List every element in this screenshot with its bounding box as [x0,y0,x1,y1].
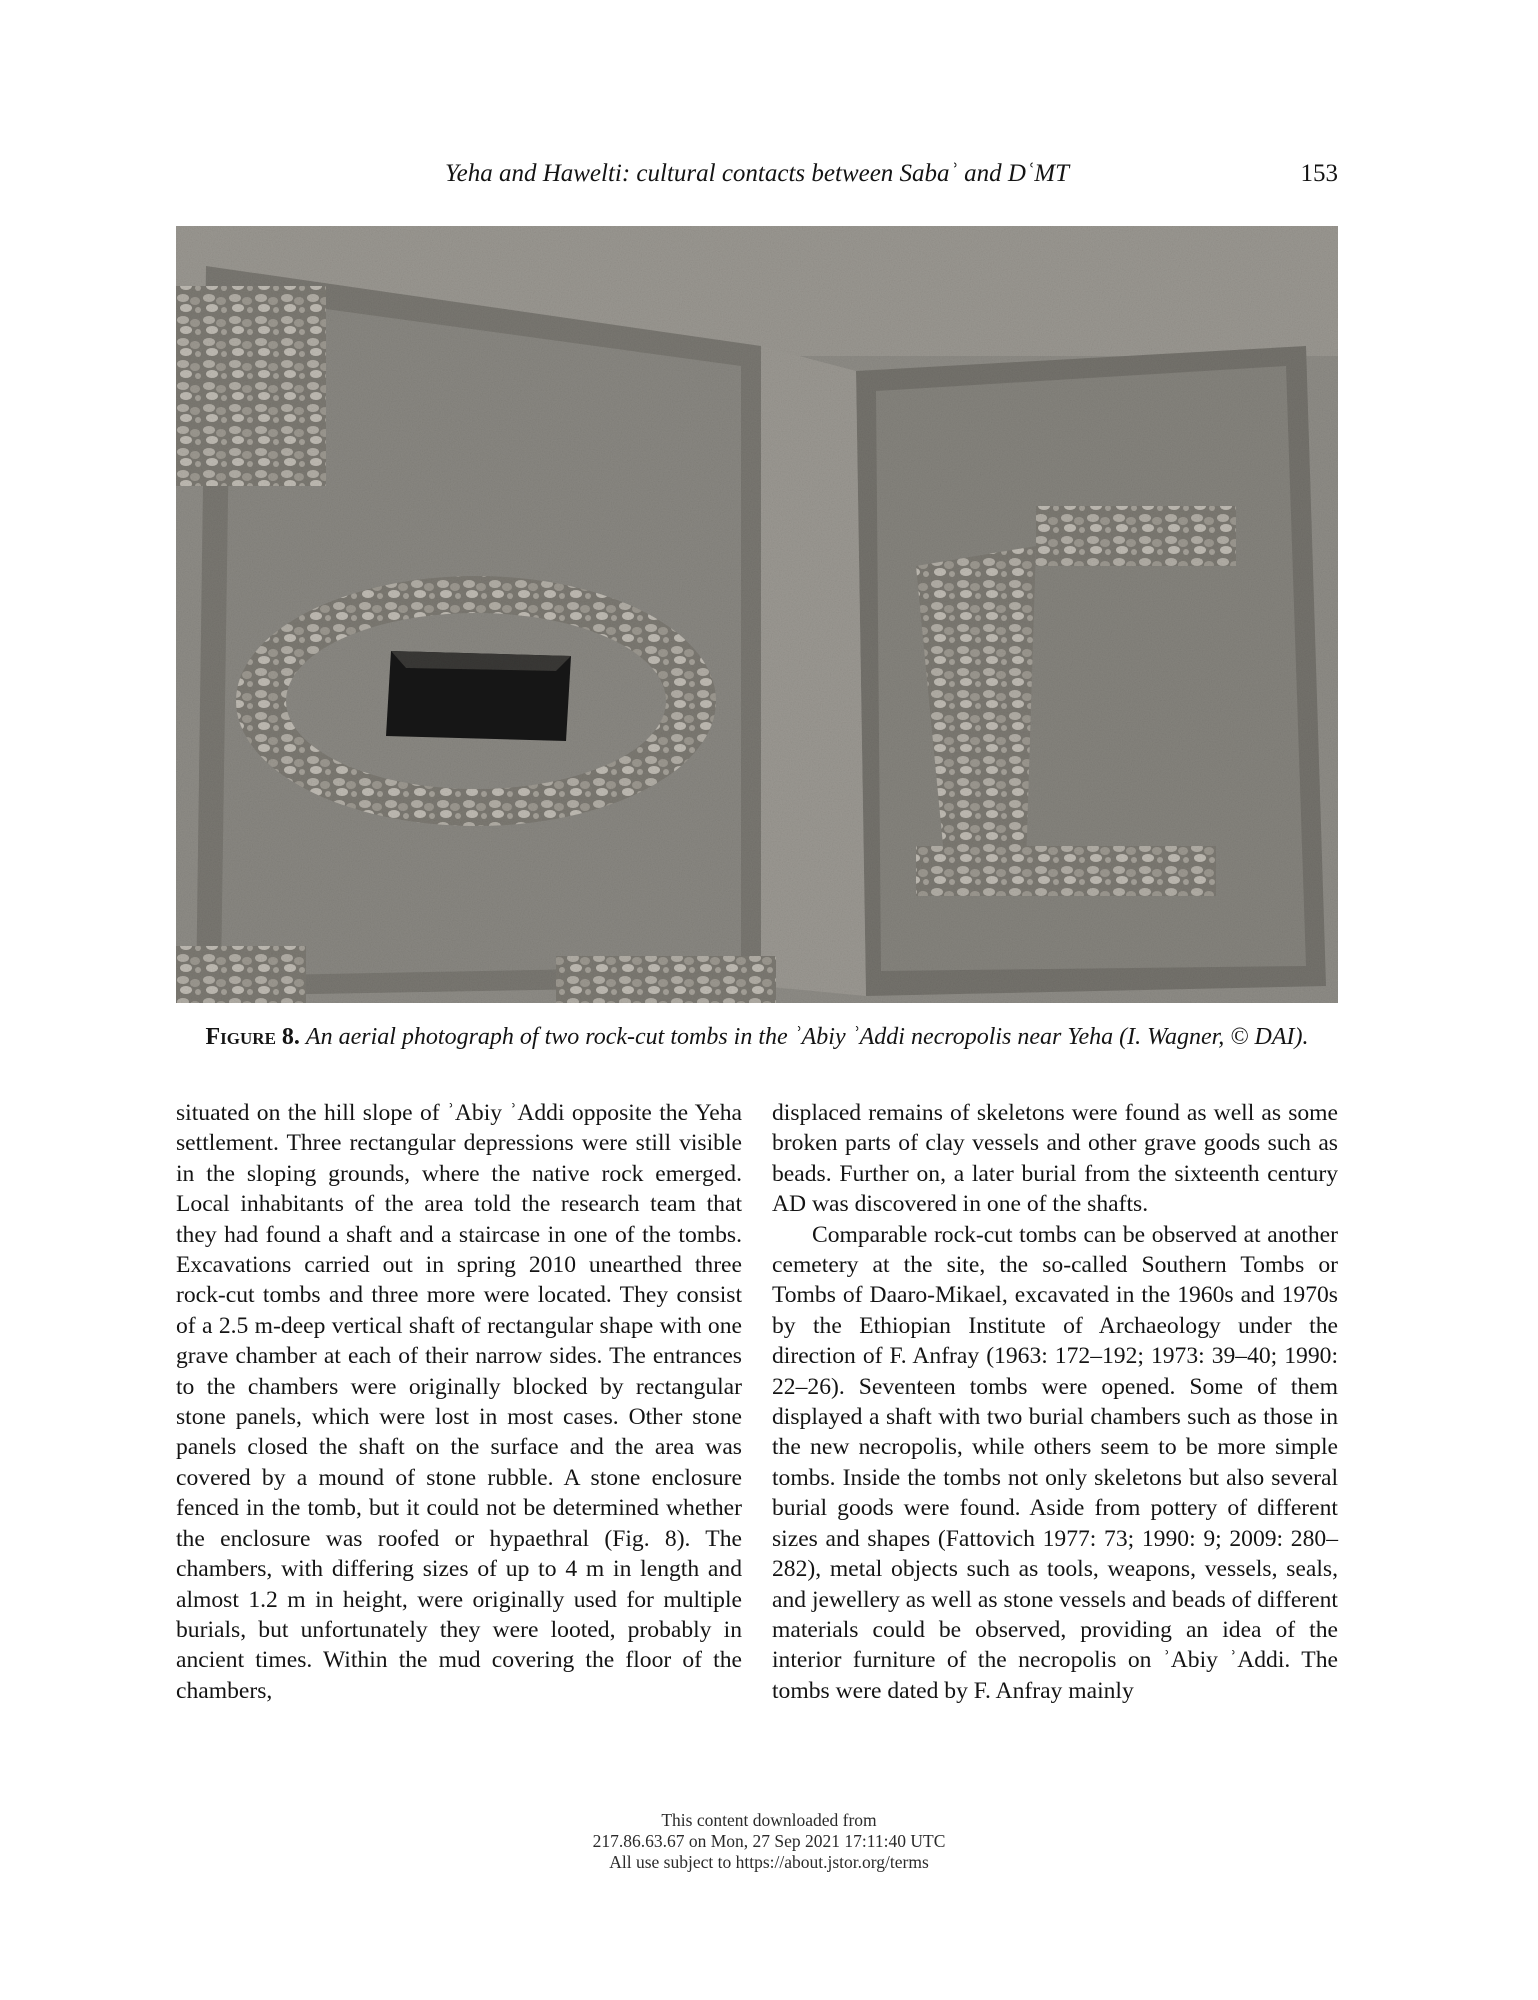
running-title: Yeha and Hawelti: cultural contacts between Sabaʾ and DʿMT [444,160,1069,187]
caption-label: Figure 8. [205,1024,300,1050]
footer-line: This content downloaded from [661,1810,877,1830]
body-column-left [176,1098,742,1706]
page-header [176,160,1338,200]
aerial-photo-rock-cut-tombs [176,226,1338,1003]
body-column-right [772,1098,1338,1706]
body-paragraph: Comparable rock-cut tombs can be observed at another cemetery at the site, the so-called Southern Tombs or Tombs of Daaro-Mikael, excavated in the 1960s and 1970s by the Ethiopian Institute of Archaeology under the direction of F. Anfray (1963: 172–192; 1973: 39–40; 1990: 22–26). Seventeen tombs were opened. Some of them displayed a shaft with two burial chambers such as those in the new necropolis, while others seem to be more simple tombs. Inside the tombs not only skeletons but also several burial goods were found. Aside from pottery of different sizes and shapes (Fattovich 1977: 73; 1990: 9; 2009: 280–282), metal objects such as tools, weapons, vessels, seals, and jewellery as well as stone vessels and beads of different materials could be observed, providing an idea of the interior furniture of the necropolis on ʾAbiy ʾAddi. The tombs were dated by F. Anfray mainly [772,1221,1338,1704]
footer-line: All use subject to https://about.jstor.org/terms [609,1852,929,1872]
body-paragraph: displaced remains of skeletons were found as well as some broken parts of clay vessels and other grave goods such as beads. Further on, a later burial from the sixteenth century AD was discovered in one of the shafts. [772,1100,1338,1218]
figure-caption [176,1024,1338,1051]
footer-line: 217.86.63.67 on Mon, 27 Sep 2021 17:11:40 UTC [592,1831,946,1851]
caption-text: An aerial photograph of two rock-cut tombs in the ʾAbiy ʾAddi necropolis near Yeha (I. Wagner, © DAI). [305,1024,1309,1050]
page-number: 153 [1300,160,1338,187]
figure-photograph [176,226,1338,1003]
body-paragraph: situated on the hill slope of ʾAbiy ʾAddi opposite the Yeha settlement. Three rectangular depressions were still visible in the sloping grounds, where the native rock emerged. Local inhabitants of the area told the research team that they had found a shaft and a staircase in one of the tombs. Excavations carried out in spring 2010 unearthed three rock-cut tombs and three more were located. They consist of a 2.5 m-deep vertical shaft of rectangular shape with one grave chamber at each of their narrow sides. The entrances to the chambers were originally blocked by rectangular stone panels, which were lost in most cases. Other stone panels closed the shaft on the surface and the area was covered by a mound of stone rubble. A stone enclosure fenced in the tomb, but it could not be determined whether the enclosure was roofed or hypaethral (Fig. 8). The chambers, with differing sizes of up to 4 m in length and almost 1.2 m in height, were originally used for multiple burials, but unfortunately they were looted, probably in ancient times. Within the mud covering the floor of the chambers, [176,1100,742,1704]
download-notice [0,1810,1538,1873]
